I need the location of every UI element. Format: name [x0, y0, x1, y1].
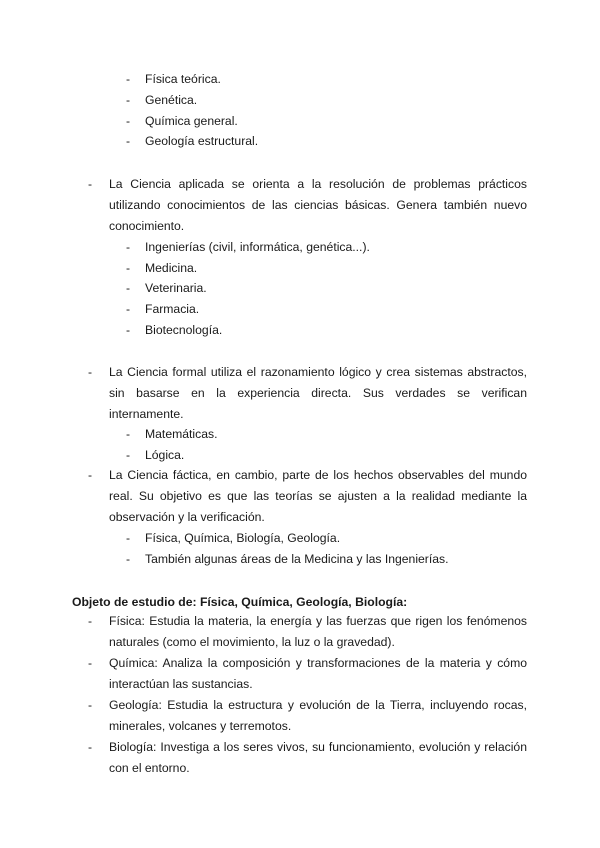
bullet-dash: - — [88, 656, 93, 670]
formal-science-text: La Ciencia formal utiliza el razonamiento lógico y crea sistemas abstractos, sin basarse en la experiencia directa. Sus verdades se verifican internamente. — [109, 365, 527, 421]
list-item-text: Biología: Investiga a los seres vivos, su funcionamiento, evolución y relación con el entorno. — [109, 740, 527, 775]
list-item-text: Biotecnología. — [145, 323, 223, 337]
list-item-text: También algunas áreas de la Medicina y las Ingenierías. — [145, 552, 449, 566]
list-item-text: Física teórica. — [145, 72, 221, 86]
list-item-text: Química: Analiza la composición y transformaciones de la materia y cómo interactúan las sustancias. — [109, 656, 527, 691]
bullet-dash: - — [88, 698, 93, 712]
bullet-dash: - — [126, 114, 131, 128]
bullet-dash: - — [126, 552, 131, 566]
list-item-text: Veterinaria. — [145, 281, 207, 295]
list-item-text: Genética. — [145, 93, 198, 107]
list-item-text: Medicina. — [145, 261, 198, 275]
list-item-text: Ingenierías (civil, informática, genética...). — [145, 240, 370, 254]
bullet-dash: - — [88, 614, 93, 628]
bullet-dash: - — [126, 427, 131, 441]
bullet-dash: - — [126, 134, 131, 148]
bullet-dash: - — [126, 531, 131, 545]
list-item-text: Física: Estudia la materia, la energía y las fuerzas que rigen los fenómenos naturales (como el movimiento, la luz o la gravedad). — [109, 614, 527, 649]
list-item-text: Lógica. — [145, 448, 185, 462]
section-heading: Objeto de estudio de: Física, Química, Geología, Biología: — [72, 595, 408, 609]
applied-science-text: La Ciencia aplicada se orienta a la resolución de problemas prácticos utilizando conocimientos de las ciencias básicas. Genera también nuevo conocimiento. — [109, 177, 527, 233]
list-item-text: Química general. — [145, 114, 238, 128]
list-item-text: Geología estructural. — [145, 134, 259, 148]
bullet-dash: - — [126, 72, 131, 86]
bullet-dash: - — [88, 740, 93, 754]
bullet-dash: - — [126, 261, 131, 275]
bullet-dash: - — [88, 177, 93, 191]
bullet-dash: - — [126, 93, 131, 107]
list-item-text: Farmacia. — [145, 302, 200, 316]
bullet-dash: - — [126, 302, 131, 316]
list-item-text: Física, Química, Biología, Geología. — [145, 531, 341, 545]
bullet-dash: - — [126, 323, 131, 337]
bullet-dash: - — [126, 448, 131, 462]
bullet-dash: - — [126, 281, 131, 295]
list-item-text: Geología: Estudia la estructura y evolución de la Tierra, incluyendo rocas, minerales, volcanes y terremotos. — [109, 698, 527, 733]
list-item-text: Matemáticas. — [145, 427, 218, 441]
factual-science-text: La Ciencia fáctica, en cambio, parte de los hechos observables del mundo real. Su objetivo es que las teorías se ajusten a la realidad mediante la observación y la verificación. — [109, 468, 527, 524]
bullet-dash: - — [88, 468, 93, 482]
bullet-dash: - — [126, 240, 131, 254]
bullet-dash: - — [88, 365, 93, 379]
